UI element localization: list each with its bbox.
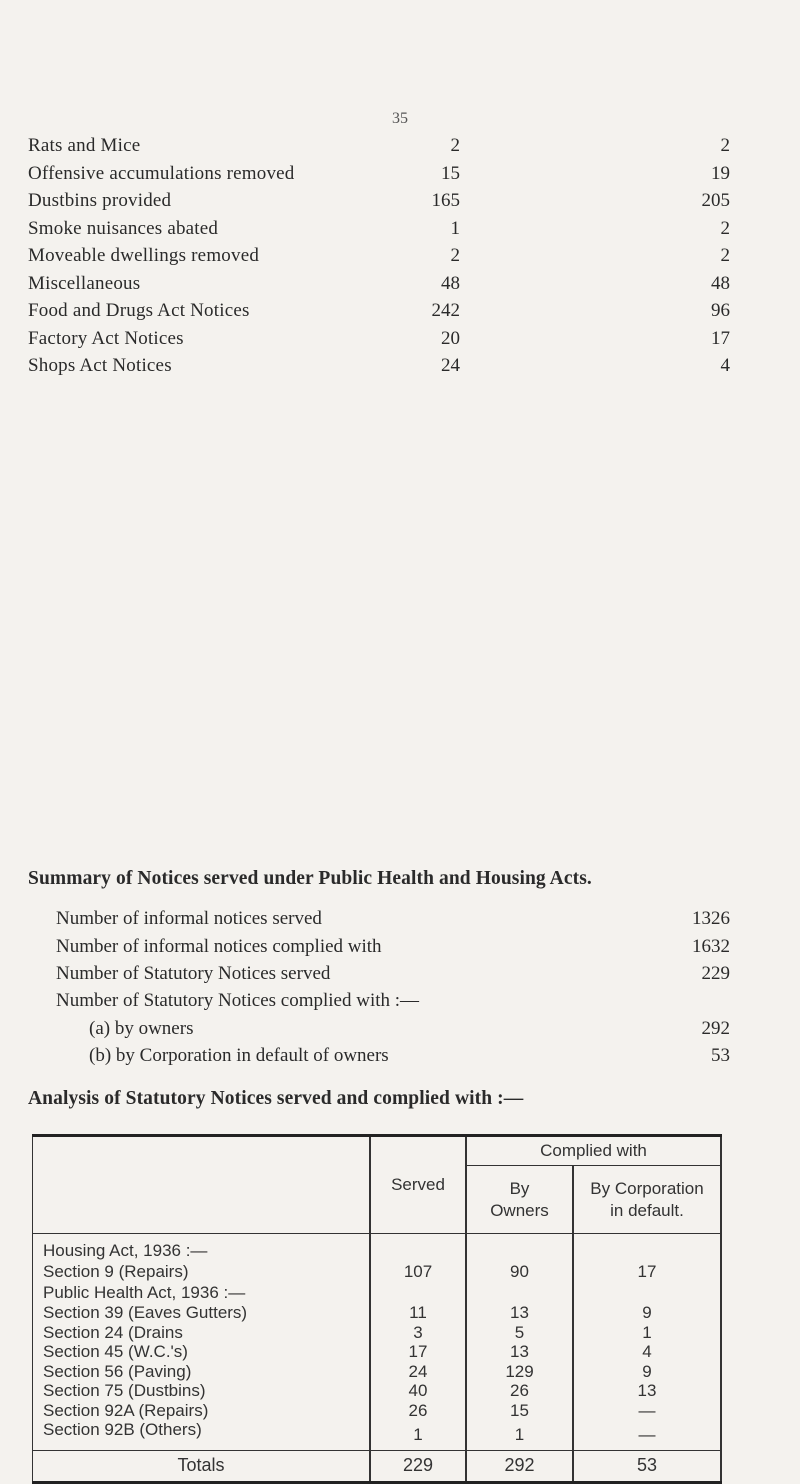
owners-cell: 5 <box>466 1323 573 1343</box>
owners-cell <box>466 1282 573 1303</box>
owners-cell: 26 <box>466 1381 573 1401</box>
nuisance-list <box>0 135 800 383</box>
summary-value: 229 <box>701 963 730 984</box>
list-item <box>0 245 800 273</box>
summary-label: Number of informal notices complied with <box>56 936 382 957</box>
item-label: Dustbins provided <box>28 190 172 211</box>
served-cell: 11 <box>370 1303 466 1323</box>
corp-cell: — <box>573 1401 721 1421</box>
section-name: Section 75 (Dustbins) <box>33 1381 371 1401</box>
served-cell <box>370 1282 466 1303</box>
item-value-2: 17 <box>711 327 730 349</box>
totals-label: Totals <box>33 1450 371 1482</box>
section-name: Section 24 (Drains <box>33 1323 371 1343</box>
table-row <box>33 1261 722 1282</box>
item-label: Rats and Mice <box>28 135 141 156</box>
corp-cell: 13 <box>573 1381 721 1401</box>
served-cell: 1 <box>370 1420 466 1450</box>
item-value-1: 48 <box>441 272 460 294</box>
owners-cell <box>466 1234 573 1262</box>
item-label: Miscellaneous <box>28 272 141 294</box>
item-label: Shops Act Notices <box>28 355 172 376</box>
section-name: Section 56 (Paving) <box>33 1362 371 1382</box>
corp-cell: — <box>573 1420 721 1450</box>
corp-cell: 9 <box>573 1362 721 1382</box>
item-value-1: 24 <box>441 355 460 376</box>
item-value-1: 20 <box>441 327 460 349</box>
section-name: Section 45 (W.C.'s) <box>33 1342 371 1362</box>
section-name: Housing Act, 1936 :— <box>33 1234 371 1262</box>
section-name: Section 92B (Others) <box>33 1420 371 1450</box>
table-row <box>33 1420 722 1450</box>
summary-value: 1632 <box>692 936 730 957</box>
summary-label: Number of Statutory Notices complied with :— <box>56 990 420 1011</box>
summary-label: (b) by Corporation in default of owners <box>89 1045 389 1066</box>
summary-label: Number of Statutory Notices served <box>56 963 331 984</box>
item-value-1: 165 <box>431 190 460 211</box>
list-item <box>0 218 800 246</box>
served-cell: 26 <box>370 1401 466 1421</box>
summary-label: (a) by owners <box>89 1018 194 1039</box>
item-value-1: 242 <box>431 300 460 321</box>
header-by-corp-line2: in default. <box>610 1200 684 1220</box>
list-item <box>0 273 800 301</box>
header-complied-with: Complied with <box>466 1136 721 1166</box>
summary-value: 1326 <box>692 908 730 929</box>
section-name: Public Health Act, 1936 :— <box>33 1282 371 1303</box>
totals-row <box>33 1450 722 1482</box>
list-item <box>0 190 800 218</box>
section-name: Section 39 (Eaves Gutters) <box>33 1303 371 1323</box>
list-item <box>0 135 800 163</box>
item-value-1: 2 <box>450 135 460 156</box>
header-by-corp-line1: By Corporation <box>590 1178 704 1198</box>
table-row <box>33 1381 722 1401</box>
table-row <box>33 1362 722 1382</box>
header-by-corporation <box>573 1166 721 1234</box>
owners-cell: 13 <box>466 1303 573 1323</box>
item-label: Food and Drugs Act Notices <box>28 300 250 321</box>
item-value-2: 2 <box>720 135 730 156</box>
item-value-1: 2 <box>450 245 460 266</box>
corp-cell: 9 <box>573 1303 721 1323</box>
header-by-owners <box>466 1166 573 1234</box>
analysis-heading: Analysis of Statutory Notices served and complied with :— <box>28 1088 524 1109</box>
item-value-2: 48 <box>711 272 730 294</box>
list-item <box>0 328 800 356</box>
item-value-2: 205 <box>701 190 730 211</box>
totals-owners: 292 <box>466 1450 573 1482</box>
item-value-2: 4 <box>720 355 730 376</box>
list-item <box>0 355 800 383</box>
list-item <box>0 300 800 328</box>
table-row <box>33 1282 722 1303</box>
table-row <box>33 1342 722 1362</box>
item-value-1: 15 <box>441 162 460 184</box>
summary-value: 292 <box>701 1018 730 1039</box>
item-label: Smoke nuisances abated <box>28 217 219 239</box>
served-cell: 24 <box>370 1362 466 1382</box>
served-cell <box>370 1234 466 1262</box>
table-row <box>33 1401 722 1421</box>
item-value-2: 2 <box>720 245 730 266</box>
table-row <box>33 1323 722 1343</box>
item-value-2: 96 <box>711 300 730 321</box>
summary-heading: Summary of Notices served under Public Health and Housing Acts. <box>28 868 592 889</box>
served-cell: 107 <box>370 1261 466 1282</box>
header-by-owners-line1: By <box>509 1178 530 1198</box>
header-served: Served <box>370 1136 466 1234</box>
header-by-owners-line2: Owners <box>490 1200 549 1220</box>
served-cell: 3 <box>370 1323 466 1343</box>
served-cell: 17 <box>370 1342 466 1362</box>
totals-corp: 53 <box>573 1450 721 1482</box>
summary-value: 53 <box>711 1045 730 1066</box>
table-row <box>33 1303 722 1323</box>
item-label: Offensive accumulations removed <box>28 162 295 184</box>
item-value-2: 19 <box>711 162 730 184</box>
totals-served: 229 <box>370 1450 466 1482</box>
section-name: Section 92A (Repairs) <box>33 1401 371 1421</box>
owners-cell: 13 <box>466 1342 573 1362</box>
corp-cell: 4 <box>573 1342 721 1362</box>
served-cell: 40 <box>370 1381 466 1401</box>
list-item <box>0 163 800 191</box>
corp-cell: 17 <box>573 1261 721 1282</box>
summary-label: Number of informal notices served <box>56 908 322 929</box>
corp-cell <box>573 1234 721 1262</box>
owners-cell: 129 <box>466 1362 573 1382</box>
item-value-1: 1 <box>450 217 460 239</box>
owners-cell: 90 <box>466 1261 573 1282</box>
section-name: Section 9 (Repairs) <box>33 1261 371 1282</box>
corp-cell: 1 <box>573 1323 721 1343</box>
owners-cell: 15 <box>466 1401 573 1421</box>
analysis-table <box>32 1134 722 1484</box>
header-blank <box>33 1136 371 1234</box>
item-label: Factory Act Notices <box>28 327 184 349</box>
owners-cell: 1 <box>466 1420 573 1450</box>
table-row <box>33 1234 722 1262</box>
item-value-2: 2 <box>720 217 730 239</box>
item-label: Moveable dwellings removed <box>28 245 260 266</box>
page-number: 35 <box>392 110 408 127</box>
corp-cell <box>573 1282 721 1303</box>
